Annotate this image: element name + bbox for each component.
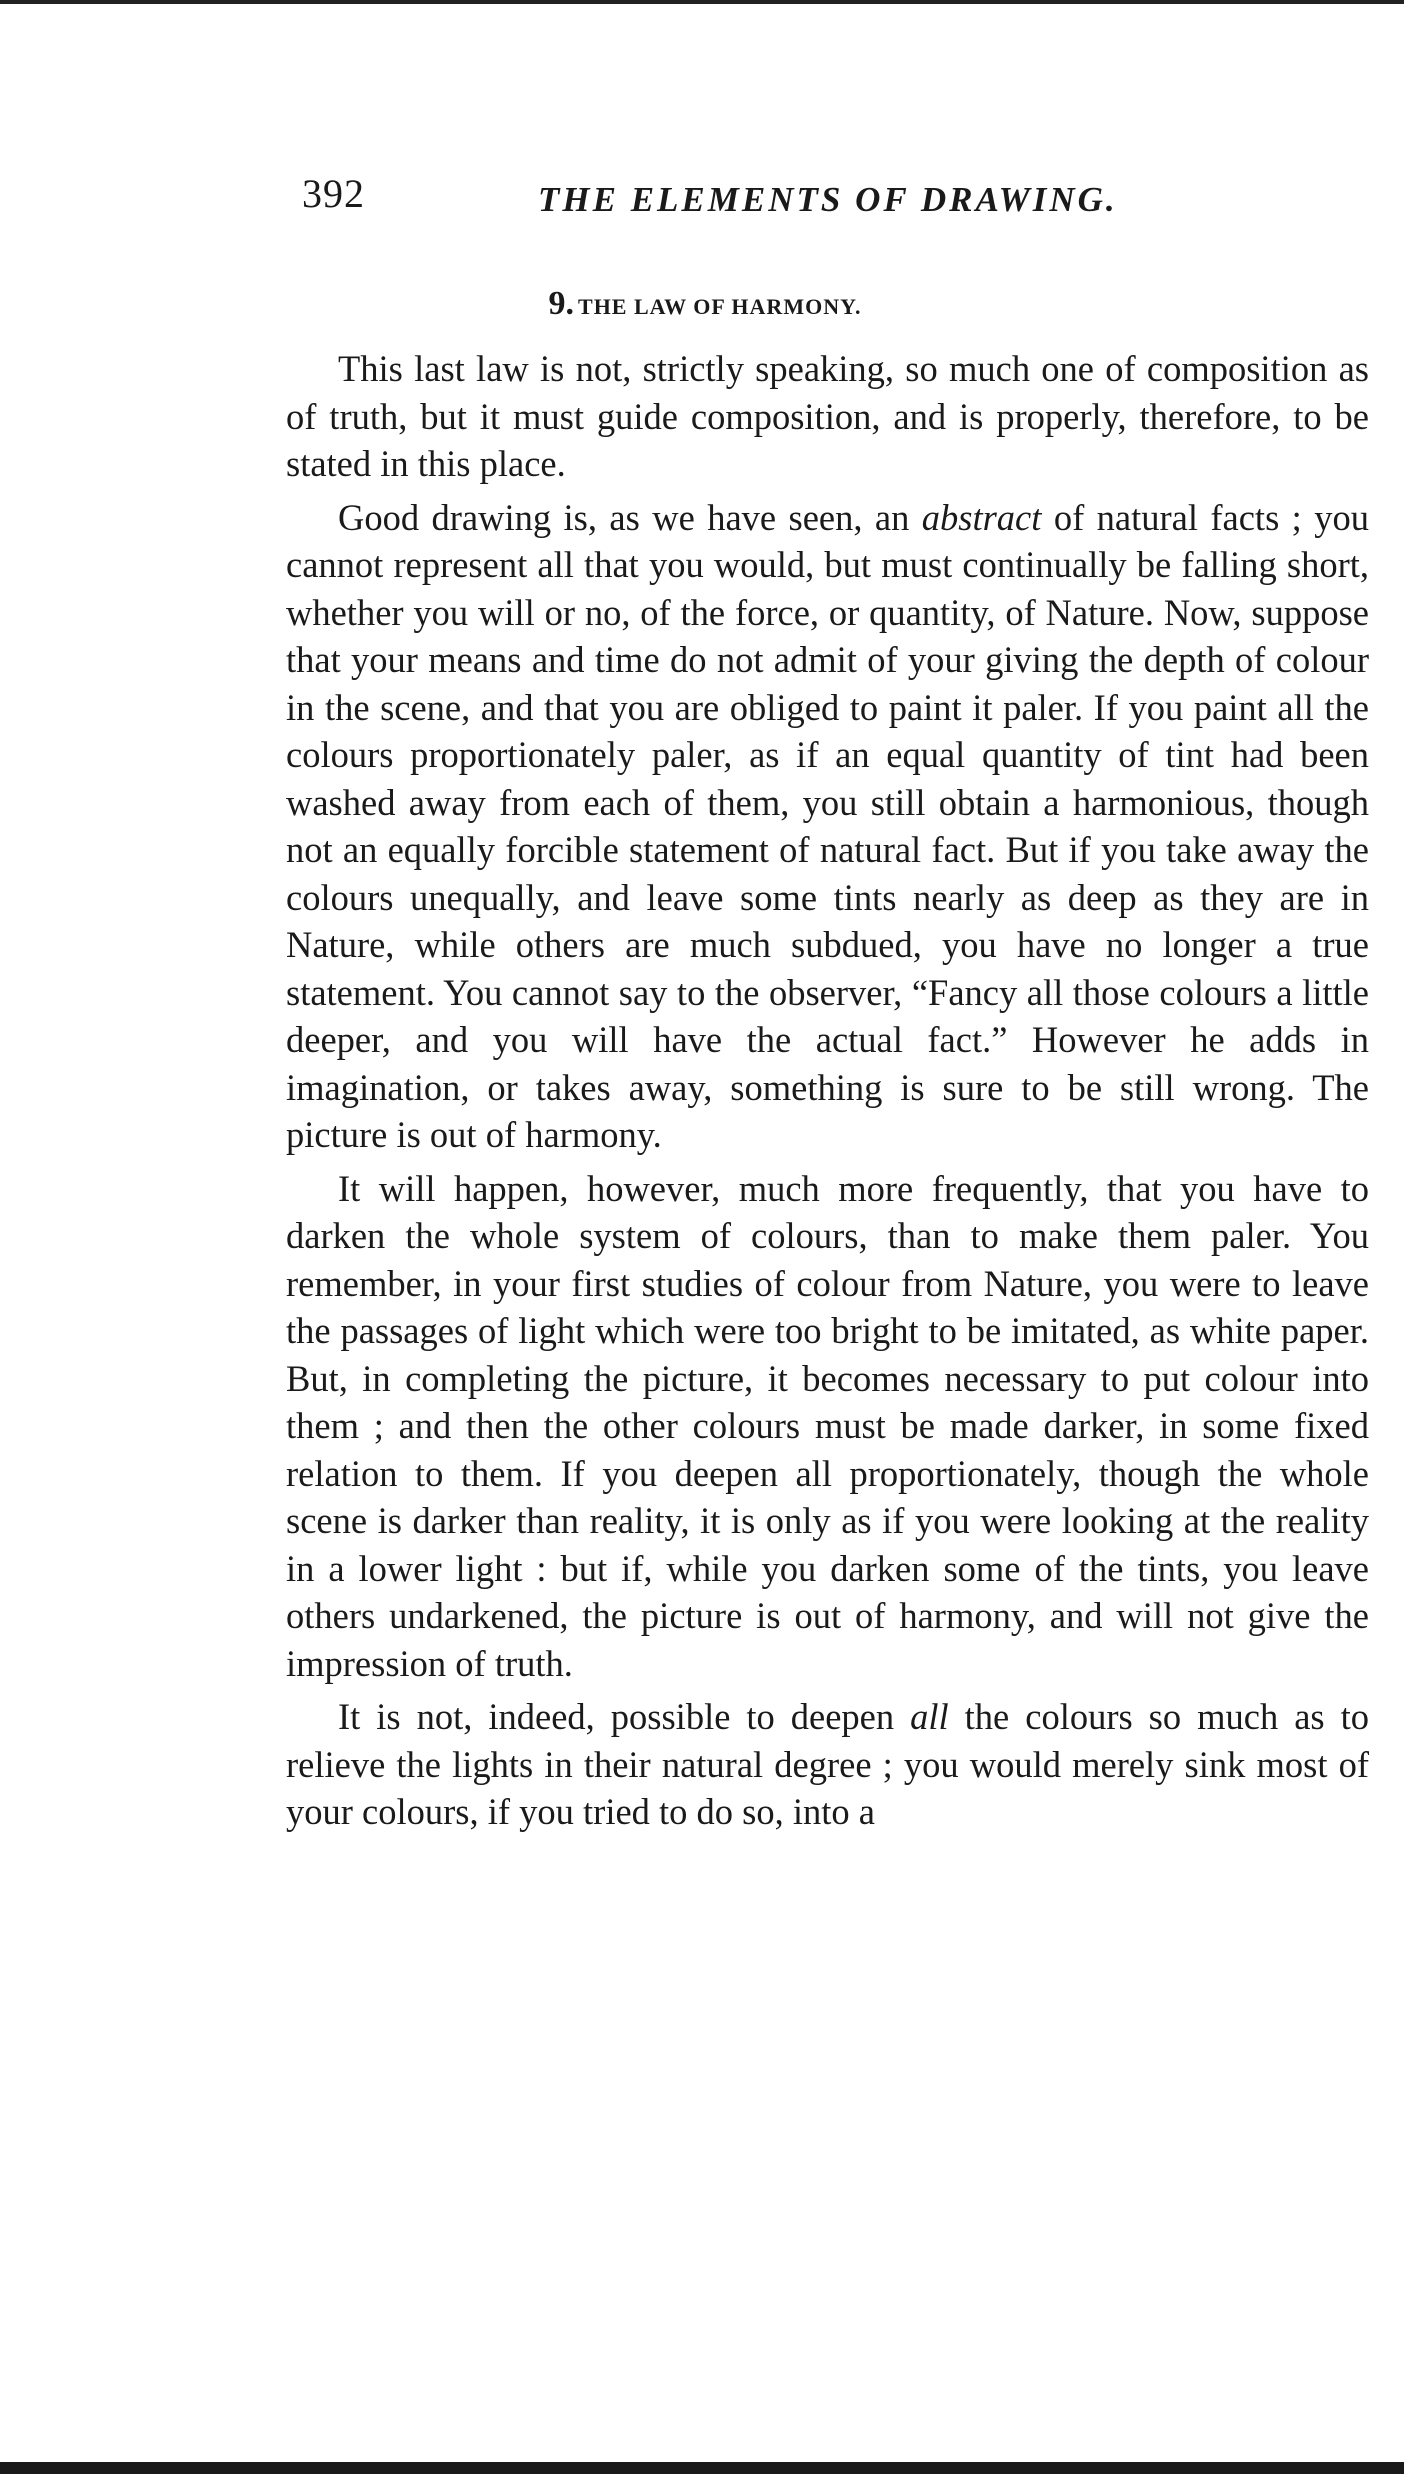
paragraph-3-text: It will happen, however, much more frequently, that you have to darken the whole system of colours, than to make them paler. You remember, in your first studies of colour from Nature, you were to leave the passages of light which were too bright to be imitated, as white paper. But, in completing the picture, it becomes necessary to put colour into them ; and then the other colours must be made darker, in some fixed relation to them. If you deepen all proportionately, though the whole scene is darker than reality, it is only as if you were looking at the reality in a lower light : but if, while you darken some of the tints, you leave others undarkened, the picture is out of harmony, and will not give the impression of truth.: [286, 1167, 1369, 1684]
paragraph-1: [286, 345, 1369, 488]
top-edge-rule: [0, 0, 1404, 4]
running-title: THE ELEMENTS OF DRAWING.: [538, 180, 1118, 219]
section-title: THE LAW OF HARMONY.: [578, 294, 862, 319]
paragraph-4-emphasis: all: [910, 1696, 949, 1737]
section-number: 9.: [548, 285, 575, 322]
bottom-edge-rule: [0, 2462, 1404, 2474]
paragraph-2-text-end: of natural facts ; you cannot represent all that you would, but must continually be falling short, whether you will or no, of the force, or quantity, of Nature. Now, suppose that your means and time do not admit of your giving the depth of colour in the scene, and that you are obliged to paint it paler. If you paint all the colours proportionately paler, as if an equal quantity of tint had been washed away from each of them, you still obtain a harmonious, though not an equally forcible statement of natural fact. But if you take away the colours unequally, and leave some tints nearly as deep as they are in Nature, while others are much subdued, you have no longer a true statement. You cannot say to the observer, “Fancy all those colours a little deeper, and you will have the actual fact.” However he adds in imagination, or takes away, something is sure to be still wrong. The picture is out of harmony.: [286, 496, 1369, 1155]
section-heading: [290, 285, 1120, 323]
page-number: 392: [302, 171, 365, 216]
paragraph-3: [286, 1165, 1369, 1688]
running-head: [302, 170, 1144, 230]
paragraph-2: [286, 494, 1369, 1159]
paragraph-4: [286, 1693, 1369, 1836]
paragraph-2-text-start: Good drawing is, as we have seen, an: [338, 496, 922, 538]
paragraph-1-text: This last law is not, strictly speaking, so much one of composition as of truth, but it must guide composition, and is properly, therefore, to be stated in this place.: [286, 348, 1369, 484]
paragraph-2-emphasis: abstract: [921, 496, 1042, 538]
paragraph-4-text-start: It is not, indeed, possible to deepen: [338, 1696, 911, 1737]
paragraph-4-text-end: the colours so much as to relieve the lights in their natural degree ; you would merely sink most of your colours, if you tried to do so, into a: [286, 1696, 1369, 1832]
body-text: [286, 345, 1369, 1836]
